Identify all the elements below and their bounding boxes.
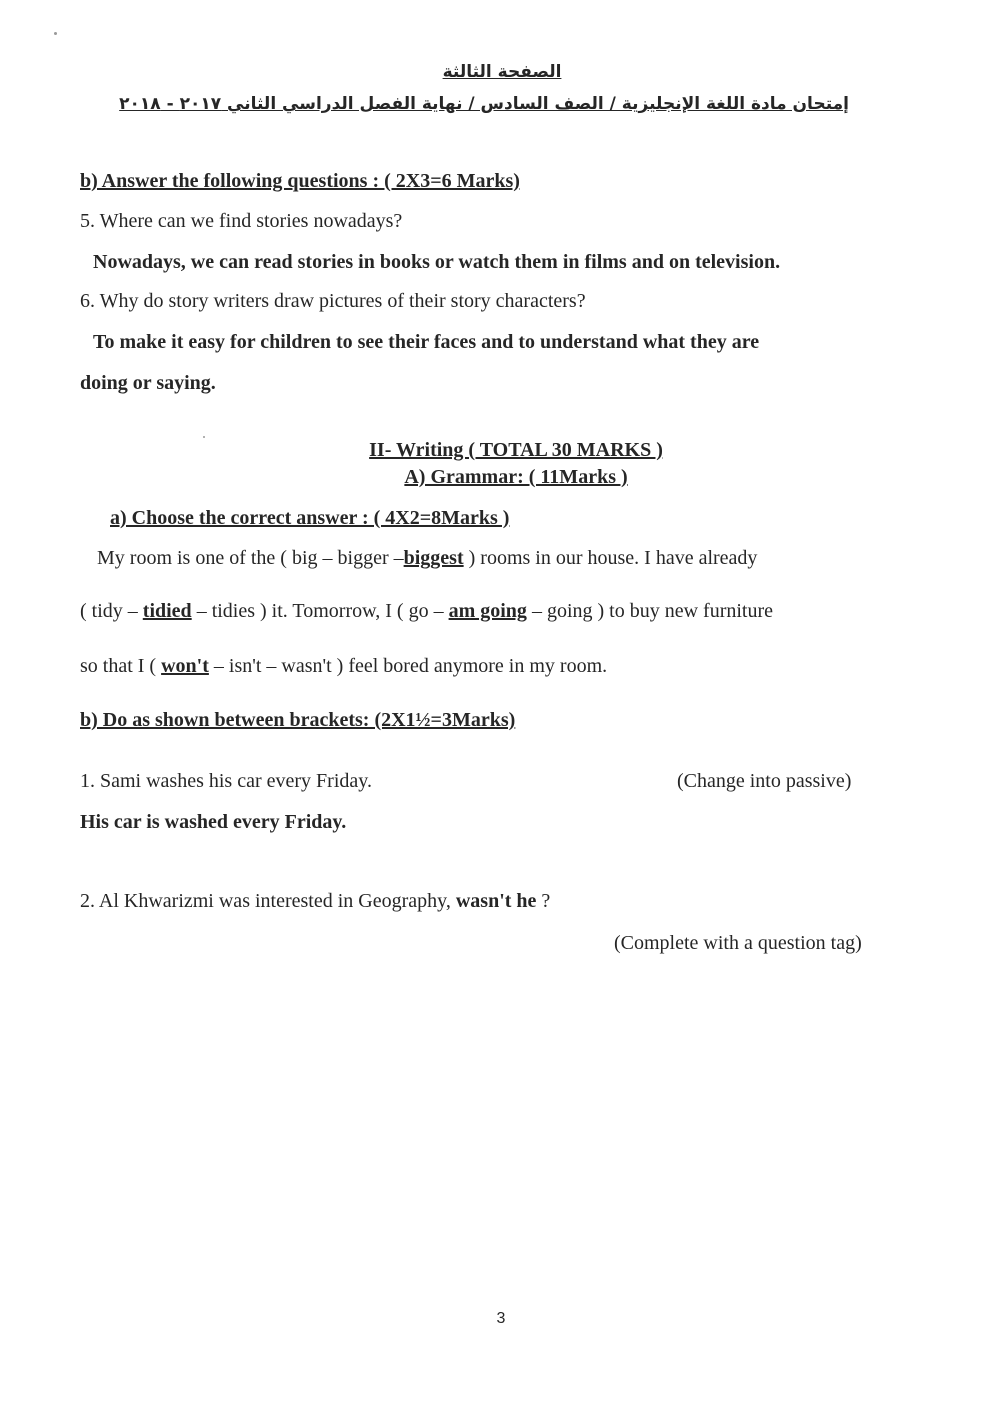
correct-answer: am going xyxy=(448,600,527,622)
exam-title: إمتحان مادة اللغة الإنجليزية / الصف السادس / نهاية الفصل الدراسي الثاني ٢٠١٧ - ٢٠١٨ xyxy=(119,94,849,114)
page-number: 3 xyxy=(496,1310,506,1327)
choose-line-2: ( tidy – tidied – tidies ) it. Tomorrow, I ( go – am going – going ) to buy new furniture xyxy=(80,600,774,622)
item-1: 1. Sami washes his car every Friday. xyxy=(80,770,372,792)
correct-answer: tidied xyxy=(142,600,192,622)
answer-5: Nowadays, we can read stories in books or watch them in films and on television. xyxy=(93,251,781,273)
correct-answer: biggest xyxy=(403,547,464,569)
answer-6-line-2: doing or saying. xyxy=(80,372,216,394)
correct-answer: won't xyxy=(161,655,209,677)
do-as-shown-heading: b) Do as shown between brackets: (2X1½=3Marks) xyxy=(80,709,516,731)
choose-heading: a) Choose the correct answer : ( 4X2=8Marks ) xyxy=(110,507,510,529)
question-tag-answer: wasn't he xyxy=(455,890,537,912)
grammar-title: A) Grammar: ( 11Marks ) xyxy=(404,466,628,488)
section-b-heading: b) Answer the following questions : ( 2X3=6 Marks) xyxy=(80,170,520,192)
writing-title: II- Writing ( TOTAL 30 MARKS ) xyxy=(369,439,663,461)
answer-6-line-1: To make it easy for children to see their faces and to understand what they are xyxy=(93,331,760,353)
item-2-instruction: (Complete with a question tag) xyxy=(614,932,862,954)
question-5: 5. Where can we find stories nowadays? xyxy=(80,210,403,232)
choose-line-3: so that I ( won't – isn't – wasn't ) feel bored anymore in my room. xyxy=(80,655,608,677)
page-label: الصفحة الثالثة xyxy=(442,62,562,82)
scan-speck xyxy=(54,32,57,35)
item-1-answer: His car is washed every Friday. xyxy=(80,811,347,833)
question-6: 6. Why do story writers draw pictures of their story characters? xyxy=(80,290,586,312)
item-2: 2. Al Khwarizmi was interested in Geography, wasn't he ? xyxy=(80,890,551,912)
scan-speck xyxy=(203,436,205,438)
choose-line-1: My room is one of the ( big – bigger –biggest ) rooms in our house. I have already xyxy=(97,547,758,569)
item-1-instruction: (Change into passive) xyxy=(677,770,852,792)
